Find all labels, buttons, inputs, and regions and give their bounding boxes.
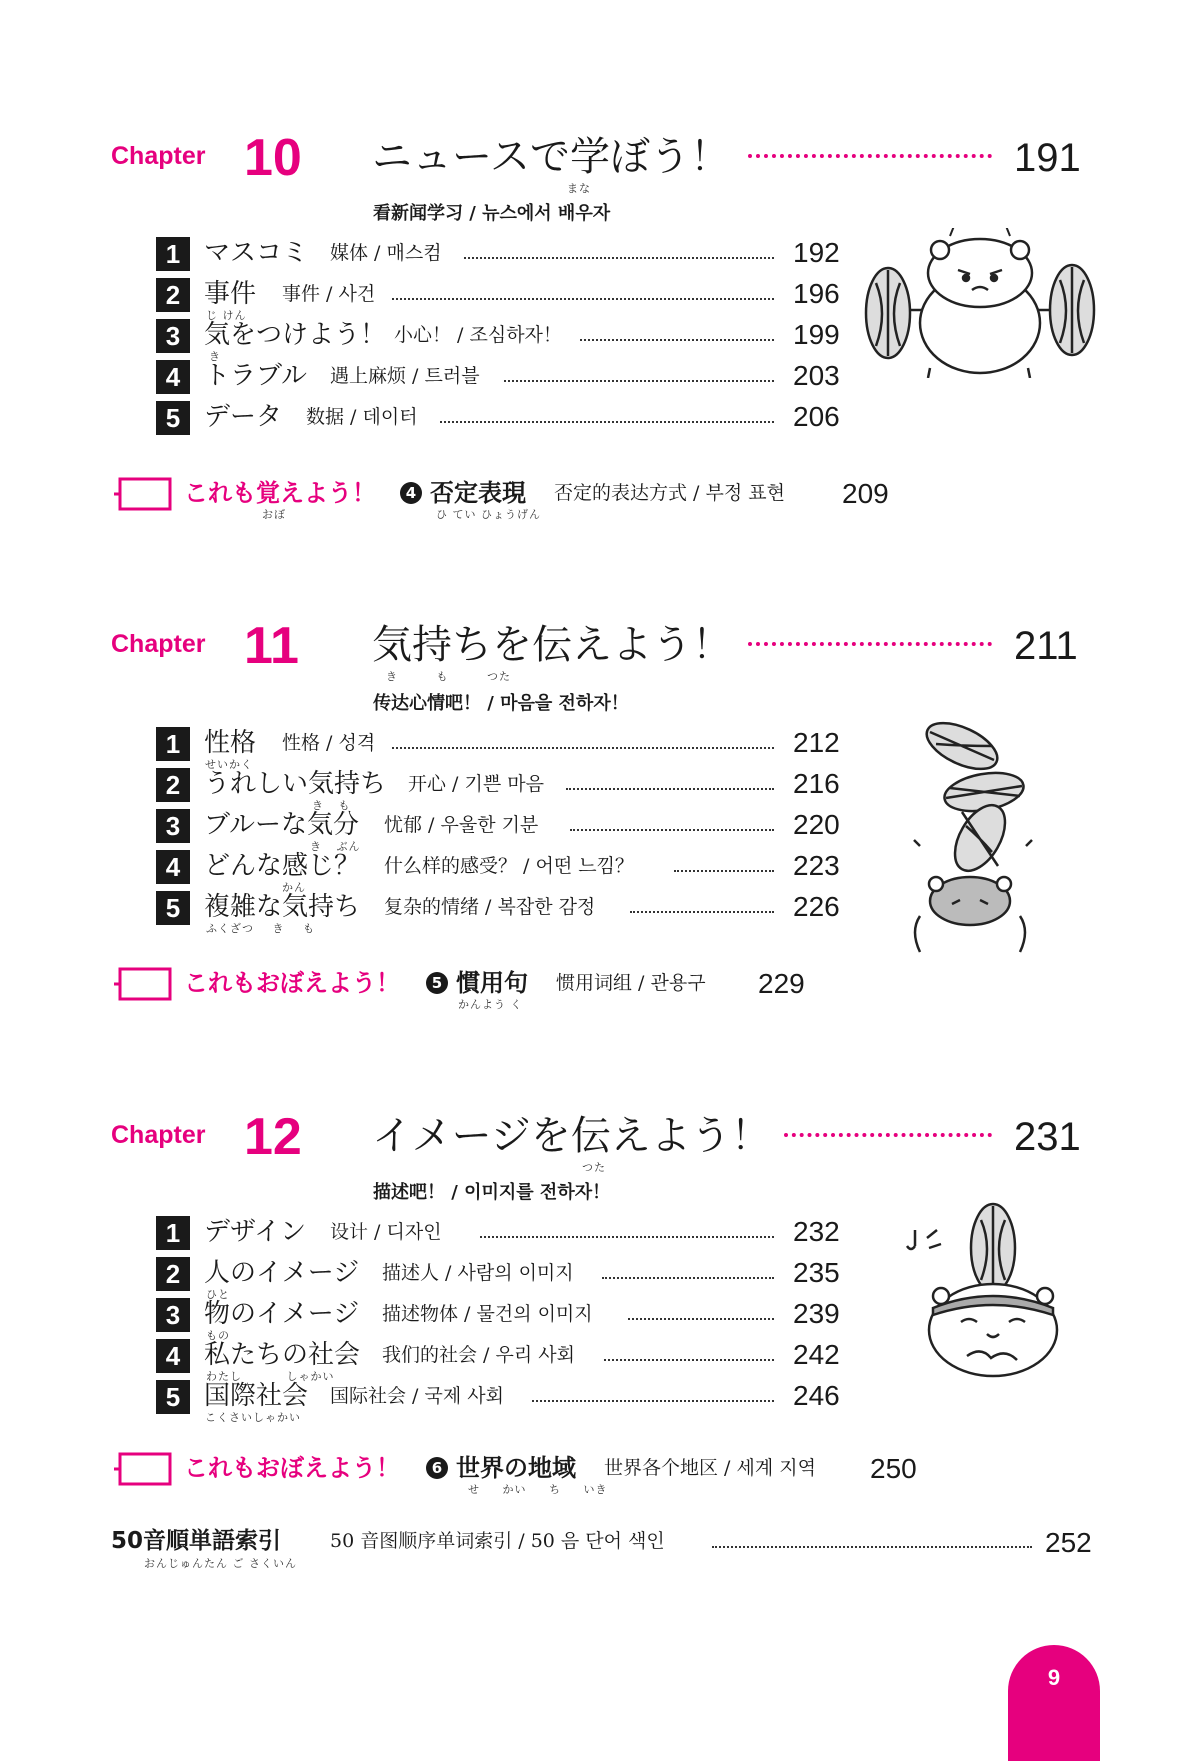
item-page: 203	[793, 360, 840, 391]
more-number: 6	[426, 1457, 448, 1479]
item-page: 199	[793, 319, 840, 350]
leader-dots	[532, 1400, 774, 1402]
item-translation: 事件 / 사건	[282, 283, 376, 305]
item-number: 2	[156, 768, 190, 802]
more-title-ruby: ひ てい ひょうげん	[436, 508, 541, 521]
item-number: 3	[156, 319, 190, 353]
leader-dots	[570, 829, 774, 831]
item-page: 196	[793, 278, 840, 309]
notebook-icon	[112, 1451, 174, 1487]
leader-dots	[392, 298, 774, 300]
hamster-balancing-seeds-illustration	[900, 716, 1060, 956]
leader-dots	[748, 154, 992, 158]
leader-dots	[504, 380, 774, 382]
item-page: 216	[793, 768, 840, 799]
item-page: 232	[793, 1216, 840, 1247]
item-number: 5	[156, 1380, 190, 1414]
item-page: 235	[793, 1257, 840, 1288]
item-page: 192	[793, 237, 840, 268]
item-ruby: わたし しゃかい	[206, 1370, 335, 1383]
more-page: 229	[758, 968, 805, 999]
item-number: 2	[156, 1257, 190, 1291]
more-label: これもおぼえよう！	[184, 1454, 400, 1482]
item-ruby: ふくざつ き も	[206, 922, 315, 935]
item-ruby: き ぶん	[310, 840, 361, 853]
notebook-icon	[112, 966, 174, 1002]
item-ruby: せいかく	[205, 758, 253, 771]
index-page: 252	[1045, 1527, 1092, 1558]
item-title: 性格	[204, 728, 257, 758]
chapter-subtitle: 描述吧！ / 이미지를 전하자！	[373, 1182, 611, 1203]
item-page: 206	[793, 401, 840, 432]
more-translation: 惯用词组 / 관용구	[556, 972, 706, 994]
item-page: 242	[793, 1339, 840, 1370]
more-title: 世界の地域	[456, 1454, 576, 1482]
item-number: 1	[156, 727, 190, 761]
more-label-ruby: おぼ	[262, 508, 286, 521]
item-number: 1	[156, 237, 190, 271]
notebook-icon	[112, 476, 174, 512]
more-title-ruby: かんよう く	[458, 998, 523, 1011]
item-page: 226	[793, 891, 840, 922]
chapter-label: Chapter	[111, 630, 206, 658]
leader-dots	[480, 1236, 774, 1238]
item-ruby: き も	[312, 799, 351, 812]
item-ruby: こくさいしゃかい	[205, 1411, 301, 1424]
item-page: 220	[793, 809, 840, 840]
leader-dots	[440, 421, 774, 423]
item-title: 事件	[204, 279, 257, 309]
item-translation: 小心！ / 조심하자！	[394, 324, 562, 346]
item-title: 気をつけよう！	[204, 320, 387, 350]
item-title: 物のイメージ	[204, 1299, 360, 1329]
item-translation: 什么样的感受？ / 어떤 느낌？	[384, 855, 634, 877]
more-title: 否定表現	[430, 479, 526, 507]
more-number: 5	[426, 972, 448, 994]
leader-dots	[712, 1546, 1032, 1548]
leader-dots	[628, 1318, 774, 1320]
leader-dots	[748, 642, 992, 646]
item-number: 4	[156, 360, 190, 394]
chapter-label: Chapter	[111, 1121, 206, 1149]
chapter-page: 211	[1014, 624, 1078, 668]
more-label: これも覚えよう！	[184, 479, 376, 507]
chapter-subtitle: 传达心情吧！ / 마음을 전하자！	[373, 693, 629, 714]
leader-dots	[566, 788, 774, 790]
chapter-title-ruby: つた	[582, 1161, 606, 1174]
item-page: 246	[793, 1380, 840, 1411]
more-title: 慣用句	[456, 969, 528, 997]
item-title: マスコミ	[204, 238, 309, 268]
more-page: 250	[870, 1453, 917, 1484]
leader-dots	[392, 747, 774, 749]
index-title: 50音順単語索引	[111, 1528, 282, 1554]
item-number: 4	[156, 1339, 190, 1373]
more-translation: 世界各个地区 / 세계 지역	[604, 1457, 816, 1479]
item-ruby: かん	[282, 881, 306, 894]
item-translation: 复杂的情绪 / 복잡한 감정	[384, 896, 596, 918]
leader-dots	[784, 1133, 992, 1137]
item-number: 2	[156, 278, 190, 312]
item-page: 212	[793, 727, 840, 758]
index-translation: 50 音图顺序单词索引 / 50 음 단어 색인	[330, 1530, 665, 1552]
item-number: 5	[156, 401, 190, 435]
item-translation: 描述人 / 사람의 이미지	[382, 1262, 574, 1284]
item-title: 私たちの社会	[204, 1340, 361, 1370]
leader-dots	[464, 257, 774, 259]
chapter-number: 11	[244, 617, 299, 675]
item-translation: 媒体 / 매스컴	[330, 242, 442, 264]
item-title: デザイン	[204, 1217, 307, 1247]
leader-dots	[630, 911, 774, 913]
chapter-title: ニュースで学ぼう！	[372, 134, 730, 180]
more-page: 209	[842, 478, 889, 509]
item-translation: 描述物体 / 물건의 이미지	[382, 1303, 593, 1325]
chapter-page: 191	[1014, 136, 1081, 180]
item-title: 国際社会	[204, 1381, 309, 1411]
chapter-title: 気持ちを伝えよう！	[372, 622, 732, 668]
item-number: 3	[156, 809, 190, 843]
hamster-seed-on-head-illustration	[905, 1200, 1065, 1380]
item-page: 223	[793, 850, 840, 881]
item-translation: 性格 / 성격	[282, 732, 376, 754]
item-title: トラブル	[204, 361, 307, 391]
more-label: これもおぼえよう！	[184, 969, 400, 997]
chapter-title: イメージを伝えよう！	[372, 1113, 771, 1159]
item-translation: 开心 / 기쁜 마음	[408, 773, 544, 795]
chapter-title-ruby: まな	[567, 182, 591, 195]
chapter-number: 12	[244, 1108, 302, 1166]
item-number: 1	[156, 1216, 190, 1250]
item-page: 239	[793, 1298, 840, 1329]
item-translation: 忧郁 / 우울한 기분	[384, 814, 539, 836]
item-number: 3	[156, 1298, 190, 1332]
index-ruby: おんじゅんたん ご さくいん	[144, 1557, 297, 1570]
more-title-ruby: せ かい ち いき	[468, 1483, 608, 1496]
chapter-label: Chapter	[111, 142, 206, 170]
item-title: うれしい気持ち	[204, 769, 387, 799]
leader-dots	[580, 339, 774, 341]
item-translation: 设计 / 디자인	[330, 1221, 442, 1243]
more-number: 4	[400, 482, 422, 504]
item-translation: 数据 / 데이터	[306, 406, 418, 428]
item-title: ブルーな気分	[204, 810, 359, 840]
hamster-lifting-seeds-illustration	[860, 228, 1100, 378]
leader-dots	[602, 1277, 774, 1279]
item-ruby: ひと	[206, 1288, 230, 1301]
item-number: 5	[156, 891, 190, 925]
item-translation: 我们的社会 / 우리 사회	[382, 1344, 575, 1366]
more-translation: 否定的表达方式 / 부정 표현	[554, 482, 785, 504]
item-translation: 遇上麻烦 / 트러블	[330, 365, 480, 387]
chapter-number: 10	[244, 129, 302, 187]
page-number-tab: 9	[1008, 1645, 1100, 1761]
item-ruby: き	[209, 350, 221, 363]
chapter-title-ruby: き も つた	[386, 670, 511, 683]
item-title: どんな感じ？	[204, 851, 361, 881]
item-translation: 国际社会 / 국제 사회	[330, 1385, 504, 1407]
leader-dots	[604, 1359, 774, 1361]
item-number: 4	[156, 850, 190, 884]
chapter-page: 231	[1014, 1115, 1081, 1159]
item-title: データ	[204, 402, 283, 432]
item-title: 人のイメージ	[204, 1258, 360, 1288]
chapter-subtitle: 看新闻学习 / 뉴스에서 배우자	[373, 203, 611, 224]
leader-dots	[674, 870, 774, 872]
item-ruby: もの	[206, 1329, 230, 1342]
item-ruby: じ けん	[206, 309, 247, 322]
item-title: 複雑な気持ち	[204, 892, 361, 922]
